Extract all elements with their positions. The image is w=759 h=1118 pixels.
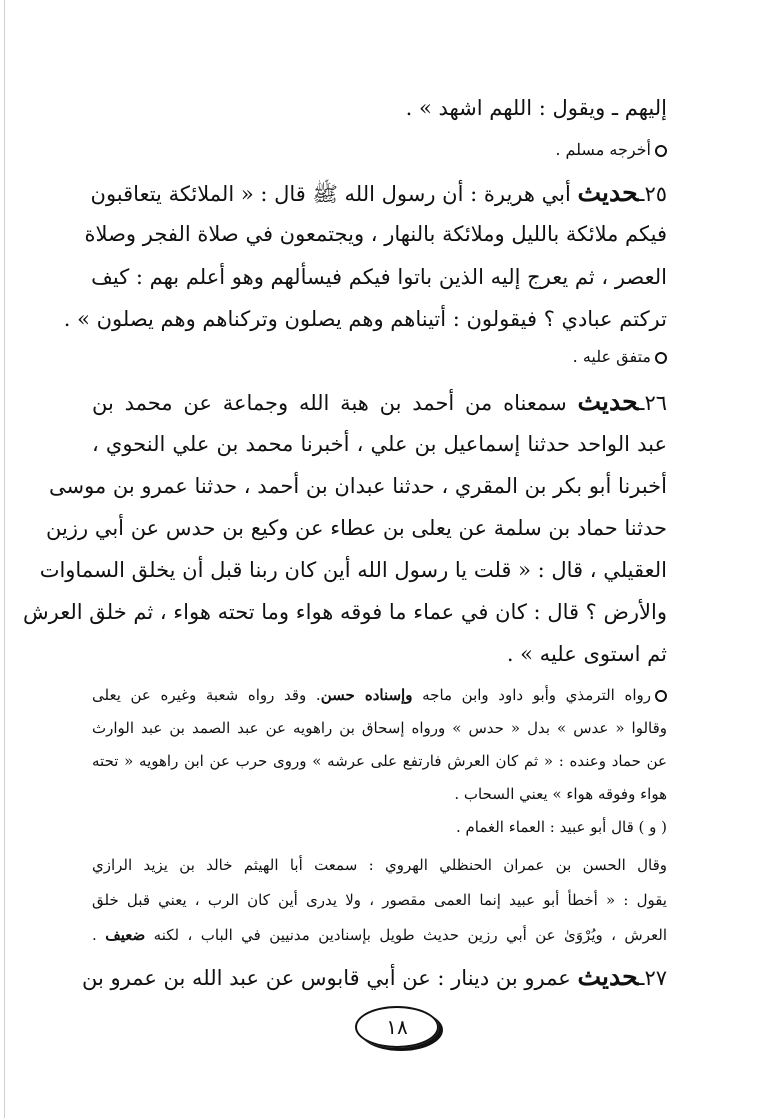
hadith-label: حديث (577, 387, 639, 416)
circle-bullet-icon (655, 690, 667, 702)
grading-text: ضعيف (105, 926, 146, 944)
text-span: وقال الحسن بن عمران الحنظلي الهروي : سمعت أبا الهيثم خالد بن يزيد الرازي (92, 856, 667, 874)
text-span: متفق عليه . (572, 347, 651, 366)
hadith-number: ٢٧ـ (638, 966, 667, 990)
text-line-6 (63, 307, 667, 332)
text-span: سمعناه من أحمد بن هبة الله وجماعة عن محمد بن (92, 391, 567, 415)
text-line-12 (39, 558, 667, 583)
circle-bullet-icon (655, 352, 667, 364)
text-span: هواء وفوقه هواء » يعني السحاب . (454, 785, 667, 803)
text-span: العصر ، ثم يعرج إليه الذين باتوا فيكم فيسألهم وهو أعلم بهم : كيف (91, 265, 667, 289)
text-span: العقيلي ، قال : « قلت يا رسول الله أين كان ربنا قبل أن يخلق السماوات (39, 558, 667, 582)
note-line-4 (92, 785, 667, 803)
text-span: عمرو بن دينار : عن أبي قابوس عن عبد الله بن عمرو بن (81, 966, 571, 990)
source-line-2 (92, 347, 667, 366)
note-line-5 (92, 818, 667, 836)
text-span: أخبرنا أبو بكر بن المقري ، حدثنا عبدان بن أحمد ، حدثنا عمرو بن موسى (49, 474, 667, 498)
text-span: . وقد رواه شعبة وغيره عن يعلى (92, 686, 321, 704)
text-span: حدثنا حماد بن سلمة عن يعلى بن عطاء عن وكيع بن حدس عن أبي رزين (46, 516, 667, 540)
text-line-9 (92, 432, 667, 457)
note-line-6 (92, 856, 667, 874)
text-span: وقالوا « عدس » بدل « حدس » ورواه إسحاق بن راهويه عن عبد الصمد بن عبد الوارث (92, 719, 667, 737)
source-line-1 (92, 140, 667, 159)
text-span: فيكم ملائكة بالليل وملائكة بالنهار ، ويجتمعون في صلاة الفجر وصلاة (84, 222, 667, 246)
text-span: إليهم ـ ويقول : اللهم اشهد » . (405, 96, 667, 120)
text-span: أبي هريرة : أن رسول الله ﷺ قال : « الملائكة يتعاقبون (90, 182, 571, 206)
text-span: ثم استوى عليه » . (506, 642, 667, 666)
hadith-label: حديث (577, 962, 639, 991)
page-number (355, 1006, 439, 1048)
text-line-1 (92, 96, 667, 121)
hadith-25-heading-line (92, 178, 667, 208)
note-line-3 (92, 752, 667, 770)
hadith-26-heading-line (92, 387, 667, 417)
text-span: تركتم عبادي ؟ فيقولون : أتيناهم وهم يصلون وتركناهم وهم يصلون » . (63, 307, 667, 331)
text-span: عن حماد وعنده : « ثم كان العرش فارتفع على عرشه » وروى حرب عن ابن راهويه « تحته (92, 752, 667, 770)
note-line-2 (92, 719, 667, 737)
note-line-1 (92, 686, 667, 704)
text-line-5 (92, 265, 667, 290)
page-edge-shadow (4, 0, 5, 1118)
text-line-10 (49, 474, 667, 499)
text-line-4 (84, 222, 667, 247)
text-span: يقول : « أخطأ أبو عبيد إنما العمى مقصور ، ولا يدرى أين كان الرب ، يعني قبل خلق (92, 891, 667, 909)
text-line-11 (46, 516, 667, 541)
text-span: والأرض ؟ قال : كان في عماء ما فوقه هواء وما تحته هواء ، ثم خلق العرش (22, 600, 667, 624)
text-line-13 (22, 600, 667, 625)
text-span: العرش ، ويُرْوَىٰ عن أبي رزين حديث طويل بإسنادين مدنيين في الباب ، لكنه (153, 926, 667, 944)
circle-bullet-icon (655, 145, 667, 157)
grading-text: وإسناده حسن (320, 686, 413, 704)
text-span: ( و ) قال أبو عبيد : العماء الغمام . (455, 818, 667, 836)
text-line-14 (92, 642, 667, 667)
hadith-number: ٢٦ـ (638, 391, 667, 415)
text-span: عبد الواحد حدثنا إسماعيل بن علي ، أخبرنا محمد بن علي النحوي ، (92, 432, 667, 456)
hadith-27-heading-line (81, 962, 667, 992)
note-line-7 (92, 891, 667, 909)
text-span: أخرجه مسلم . (555, 140, 651, 159)
note-line-8: العرش ، ويُرْوَىٰ عن أبي رزين حديث طويل بإسنادين مدنيين في الباب ، لكنه ضعيف . (92, 926, 667, 944)
page-number-text: ١٨ (386, 1015, 408, 1039)
hadith-number: ٢٥ـ (638, 182, 667, 206)
hadith-label: حديث (577, 178, 639, 207)
text-span: رواه الترمذي وأبو داود وابن ماجه (422, 686, 651, 704)
